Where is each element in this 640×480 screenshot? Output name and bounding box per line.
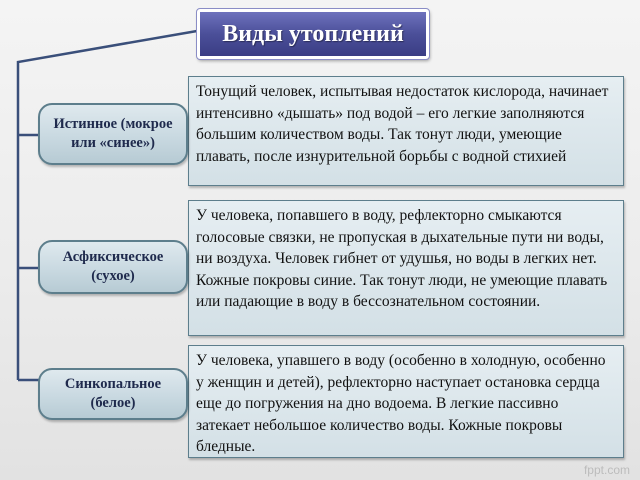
type-asphyxial-drowning: Асфиксическое (сухое) [38,240,188,294]
description-asphyxial-drowning: У человека, попавшего в воду, рефлекторно смыкаются голосовые связки, не пропуская в дыхательные пути ни воды, ни воздуха. Человек гибнет от удушья, но воды в легких нет. Кожные покровы синие. Так тонут люди, не умеющие плавать или падающие в воду в бессознательном состоянии. [188,200,624,336]
page-title: Виды утоплений [197,9,429,59]
type-syncopal-drowning: Синкопальное (белое) [38,368,188,420]
description-true-drowning: Тонущий человек, испытывая недостаток кислорода, начинает интенсивно «дышать» под водой – его легкие заполняются большим количеством воды. Так тонут люди, умеющие плавать, после изнурительной борьбы с водной стихией [188,76,624,186]
connector-trunk [18,31,197,380]
type-true-drowning: Истинное (мокрое или «синее») [38,103,188,165]
watermark: fppt.com [583,463,630,477]
description-syncopal-drowning: У человека, упавшего в воду (особенно в холодную, особенно у женщин и детей), рефлекторно наступает остановка сердца еще до погружения на дно водоема. В легкие пассивно затекает небольшое количество воды. Кожные покровы бледные. [188,345,624,458]
